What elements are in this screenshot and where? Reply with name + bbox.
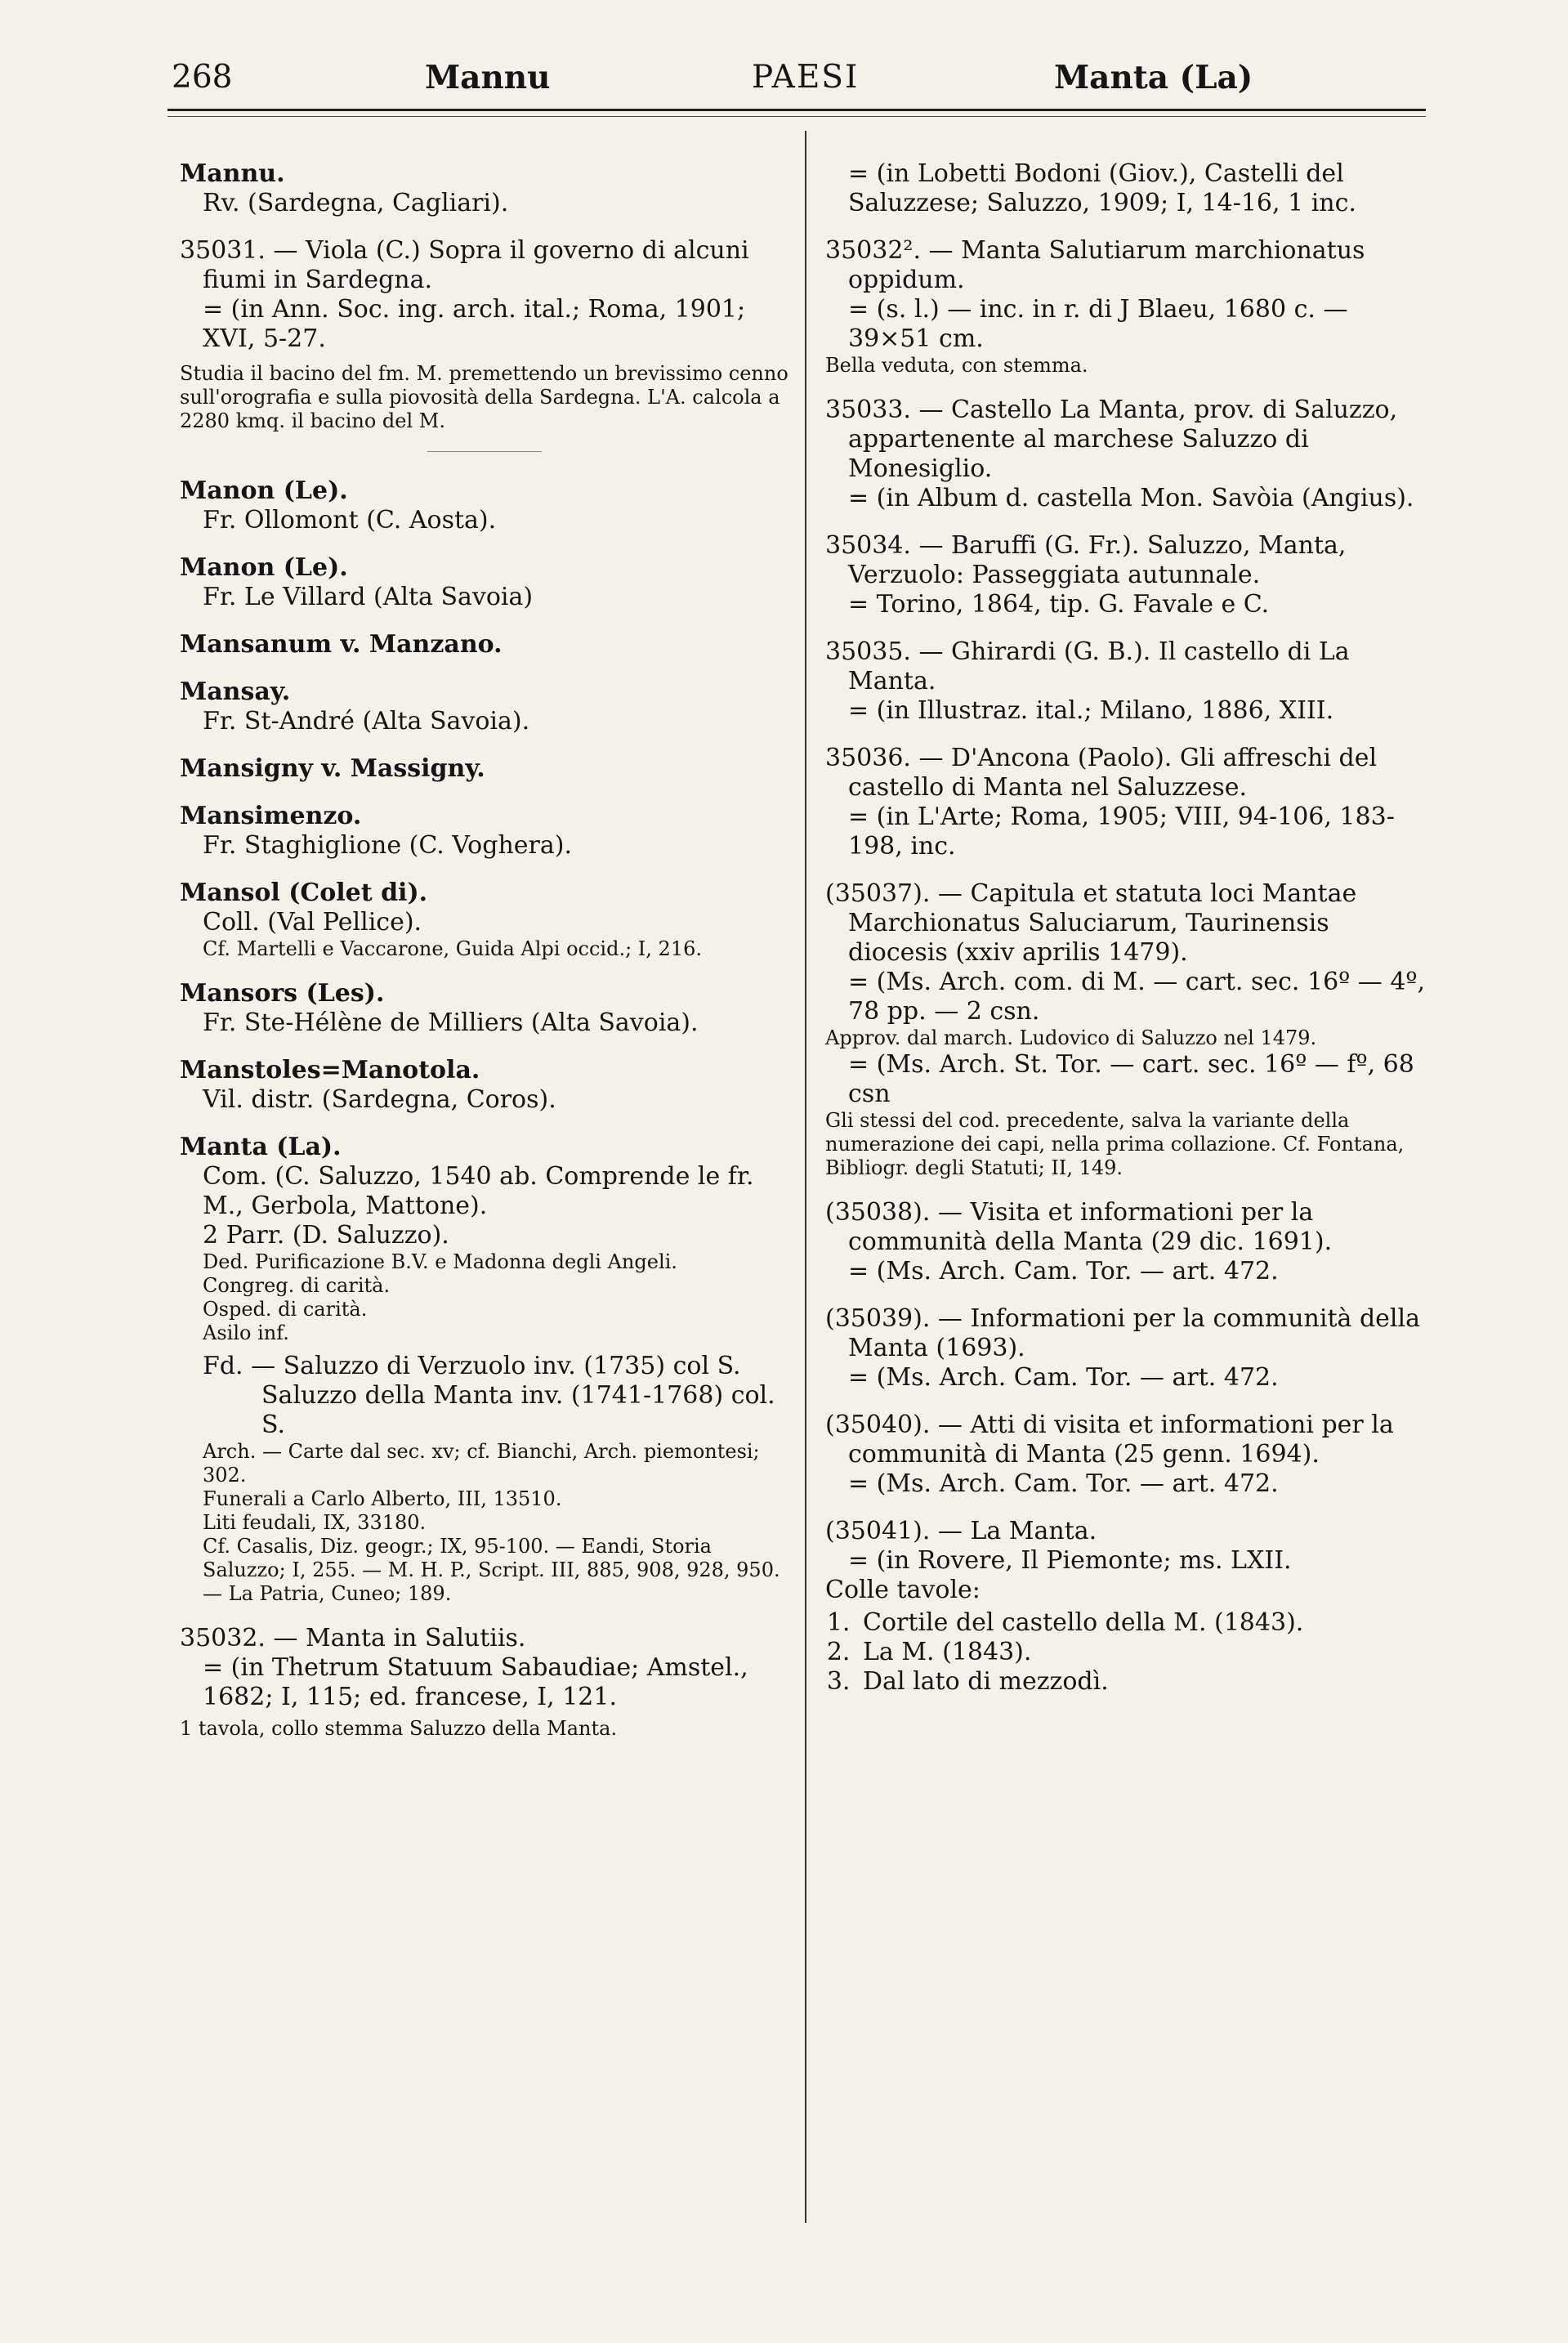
tavole-list: [858, 1608, 1430, 1697]
citation-source: = (Ms. Arch. Cam. Tor. — art. 472.: [848, 1469, 1279, 1498]
entry-35035: [825, 637, 1430, 726]
entry-35041: [825, 1517, 1430, 1697]
entry-mannu: [180, 159, 788, 218]
entry-mansanum: [180, 630, 788, 660]
note: Arch. — Carte dal sec. xv; cf. Bianchi, Arch. piemontesi; 302.: [203, 1440, 760, 1487]
note: Approv. dal march. Ludovico di Saluzzo nel 1479.: [825, 1026, 1317, 1049]
header-rule-thick: [168, 109, 1426, 111]
citation-source: = (s. l.) — inc. in r. di J Blaeu, 1680 c. — 39×51 cm.: [848, 295, 1348, 353]
citation-source: = (in Ann. Soc. ing. arch. ital.; Roma, 1901; XVI, 5-27.: [203, 295, 746, 353]
entry-mansimenzo: [180, 802, 788, 861]
separator: [427, 451, 542, 452]
citation: (35037). — Capitula et statuta loci Mantae Marchionatus Saluciarum, Taurinensis diocesis (xxiv aprilis 1479).: [825, 879, 1357, 967]
entry-manon: [180, 476, 788, 535]
entry-35039: [825, 1304, 1430, 1393]
note: Gli stessi del cod. precedente, salva la variante della numerazione dei capi, nella prima collazione. Cf. Fontana, Bibliogr. degli Statuti; II, 149.: [825, 1109, 1405, 1179]
entry-body: Fr. Ste-Hélène de Milliers (Alta Savoia).: [203, 1008, 699, 1037]
entry-35038: [825, 1198, 1430, 1286]
left-column: [180, 159, 788, 1759]
citation: 35035. — Ghirardi (G. B.). Il castello di La Manta.: [825, 637, 1350, 695]
entry-body: Fr. Ollomont (C. Aosta).: [203, 506, 497, 534]
citation: (35039). — Informationi per la communità della Manta (1693).: [825, 1304, 1420, 1362]
note: Cf. Martelli e Vaccarone, Guida Alpi occid.; I, 216.: [203, 937, 702, 960]
citation-source: = (Ms. Arch. Cam. Tor. — art. 472.: [848, 1257, 1279, 1286]
citation-source: = Torino, 1864, tip. G. Favale e C.: [848, 590, 1270, 619]
headword: Manstoles=Manotola.: [180, 1056, 480, 1084]
entry-35031: [180, 236, 788, 433]
entry-body: Fd. — Saluzzo di Verzuolo inv. (1735) col S.: [203, 1352, 741, 1380]
citation-source: = (in Illustraz. ital.; Milano, 1886, XIII.: [848, 696, 1334, 725]
headword: Manon (Le).: [180, 476, 348, 505]
entry-manstoles: [180, 1056, 788, 1115]
list-item: 3. Dal lato di mezzodì.: [858, 1667, 1430, 1697]
citation-source: = (Ms. Arch. Cam. Tor. — art. 472.: [848, 1363, 1279, 1392]
page-number: 268: [172, 59, 233, 96]
note: Bella veduta, con stemma.: [825, 354, 1088, 377]
citation: (35041). — La Manta.: [825, 1517, 1097, 1545]
note: Asilo inf.: [203, 1321, 289, 1344]
citation-source: = (in Rovere, Il Piemonte; ms. LXII.: [848, 1546, 1292, 1575]
entry-35036: [825, 744, 1430, 861]
citation-source: = (Ms. Arch. St. Tor. — cart. sec. 16º — fº, 68 csn: [848, 1050, 1414, 1108]
note: Liti feudali, IX, 33180.: [203, 1511, 427, 1534]
column-divider: [805, 131, 806, 2223]
entry-body: Com. (C. Saluzzo, 1540 ab. Comprende le fr. M., Gerbola, Mattone).: [203, 1162, 754, 1220]
note: Congreg. di carità.: [203, 1274, 391, 1297]
tavole-label: Colle tavole:: [825, 1576, 981, 1604]
list-item: 2. La M. (1843).: [858, 1638, 1430, 1667]
entry-body: Rv. (Sardegna, Cagliari).: [203, 189, 509, 217]
headword: Mansanum v. Manzano.: [180, 630, 503, 659]
entry-manon: [180, 553, 788, 612]
entry-35033: [825, 396, 1430, 513]
citation: 35033. — Castello La Manta, prov. di Saluzzo, appartenente al marchese Saluzzo di Monesiglio.: [825, 396, 1398, 483]
entry-mansors: [180, 979, 788, 1038]
citation-source: = (in Thetrum Statuum Sabaudiae; Amstel., 1682; I, 115; ed. francese, I, 121.: [203, 1653, 748, 1711]
headword: Mansol (Colet di).: [180, 879, 428, 907]
headword: Mansors (Les).: [180, 979, 385, 1008]
entry-manta: [180, 1133, 788, 1606]
right-column: [825, 159, 1430, 1715]
header-rule-thin: [168, 116, 1426, 117]
entry-35040: [825, 1411, 1430, 1499]
headword: Mansigny v. Massigny.: [180, 754, 485, 783]
entry-mansigny: [180, 754, 788, 784]
running-head-right: Manta (La): [1054, 59, 1253, 96]
note: Cf. Casalis, Diz. geogr.; IX, 95-100. — Eandi, Storia Saluzzo; I, 255. — M. H. P., Script. III, 885, 908, 928, 950. — La Patria, Cuneo; 189.: [203, 1535, 780, 1605]
running-head-left: Mannu: [425, 59, 551, 96]
citation: 35034. — Baruffi (G. Fr.). Saluzzo, Manta, Verzuolo: Passeggiata autunnale.: [825, 531, 1347, 589]
citation: 35032. — Manta in Salutiis.: [180, 1624, 526, 1652]
entry-35032-2: [825, 236, 1430, 378]
headword: Mansimenzo.: [180, 802, 362, 830]
entry-body: Vil. distr. (Sardegna, Coros).: [203, 1085, 556, 1114]
citation-source: = (Ms. Arch. com. di M. — cart. sec. 16º — 4º, 78 pp. — 2 csn.: [848, 968, 1426, 1026]
running-head-section: PAESI: [752, 59, 860, 96]
entry-continuation: [825, 159, 1430, 218]
note: Osped. di carità.: [203, 1298, 368, 1321]
entry-35032: [180, 1624, 788, 1741]
entry-body: Coll. (Val Pellice).: [203, 908, 422, 937]
entry-body: Fr. Staghiglione (C. Voghera).: [203, 831, 572, 860]
citation-source: = (in Lobetti Bodoni (Giov.), Castelli del Saluzzese; Saluzzo, 1909; I, 14-16, 1 inc.: [848, 159, 1356, 217]
headword: Manon (Le).: [180, 553, 348, 582]
list-item: 1. Cortile del castello della M. (1843).: [858, 1608, 1430, 1638]
citation: 35036. — D'Ancona (Paolo). Gli affreschi del castello di Manta nel Saluzzese.: [825, 744, 1378, 802]
note: Funerali a Carlo Alberto, III, 13510.: [203, 1487, 562, 1510]
entry-body: Fr. Le Villard (Alta Savoia): [203, 583, 534, 611]
page-header: [172, 49, 1422, 106]
headword: Manta (La).: [180, 1133, 342, 1161]
citation: 35032². — Manta Salutiarum marchionatus oppidum.: [825, 236, 1365, 294]
citation-source: = (in L'Arte; Roma, 1905; VIII, 94-106, 183-198, inc.: [848, 803, 1395, 861]
entry-body: 2 Parr. (D. Saluzzo).: [203, 1221, 449, 1250]
note: Studia il bacino del fm. M. premettendo un brevissimo cenno sull'orografia e sulla piovosità della Sardegna. L'A. calcola a 2280 kmq. il bacino del M.: [180, 362, 788, 432]
citation-source: = (in Album d. castella Mon. Savòia (Angius).: [848, 484, 1414, 512]
note: Ded. Purificazione B.V. e Madonna degli Angeli.: [203, 1250, 677, 1273]
citation: (35038). — Visita et informationi per la communità della Manta (29 dic. 1691).: [825, 1198, 1333, 1256]
entry-35037: [825, 879, 1430, 1180]
citation: (35040). — Atti di visita et informationi per la communità di Manta (25 genn. 1694).: [825, 1411, 1394, 1469]
entry-mansay: [180, 677, 788, 736]
entry-35034: [825, 531, 1430, 619]
entry-mansol: [180, 879, 788, 961]
entry-body: Fr. St-André (Alta Savoia).: [203, 707, 530, 736]
headword: Mannu.: [180, 159, 285, 188]
note: 1 tavola, collo stemma Saluzzo della Manta.: [180, 1717, 618, 1740]
citation: 35031. — Viola (C.) Sopra il governo di alcuni fiumi in Sardegna.: [180, 236, 749, 294]
entry-body: Saluzzo della Manta inv. (1741-1768) col. S.: [261, 1381, 775, 1439]
headword: Mansay.: [180, 677, 291, 706]
